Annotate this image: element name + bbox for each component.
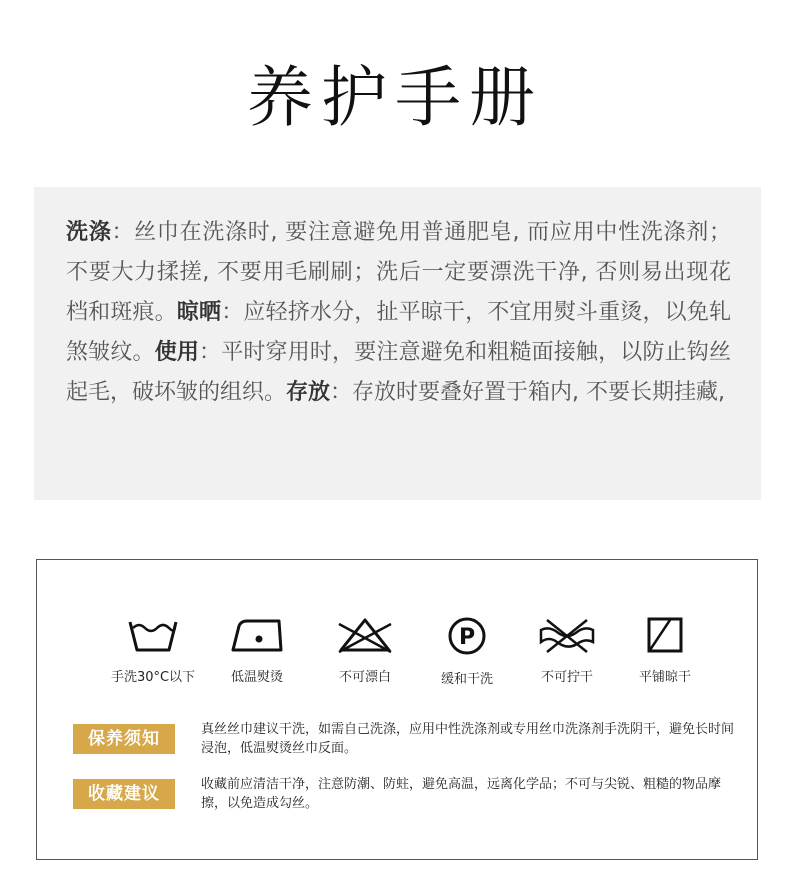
symbol-label: 平铺晾干 <box>638 670 691 685</box>
care-symbols-row <box>37 616 757 696</box>
page-title: 养护手册 <box>247 59 543 136</box>
iron-low-icon <box>229 616 285 654</box>
symbol-iron-low <box>207 616 307 685</box>
svg-text:P: P <box>458 625 476 650</box>
use-label: 使用 <box>154 340 200 365</box>
care-symbols-panel <box>36 559 758 860</box>
symbol-no-bleach <box>315 616 415 685</box>
symbol-label: 缓和干洗 <box>440 672 493 687</box>
dry-text: ：应轻挤水分，扯平晾干，不宜用熨斗重烫，以免轧煞皱纹。 <box>66 300 731 365</box>
wash-text: ：丝巾在洗涤时, 要注意避免用普通肥皂, 而应用中性洗涤剂；不要大力揉搓, 不要用毛刷刷；洗后一定要漂洗干净, 否则易出现花档和斑痕。 <box>66 220 731 325</box>
no-wring-icon <box>537 616 597 654</box>
symbol-no-wring <box>517 616 617 685</box>
note-tag: 保养须知 <box>73 724 175 754</box>
symbol-hand-wash <box>103 616 203 685</box>
symbol-flat-dry <box>615 616 715 685</box>
care-instructions-box <box>34 187 761 500</box>
symbol-label: 不可漂白 <box>338 670 391 685</box>
note-text: 收藏前应清洁干净，注意防潮、防蛀，避免高温，远离化学品；不可与尖锐、粗糙的物品摩擦，以免造成勾丝。 <box>201 777 722 811</box>
symbol-dry-clean <box>417 616 517 687</box>
store-text: ：存放时要叠好置于箱内, 不要长期挂藏, <box>330 380 726 405</box>
dry-label: 晾晒 <box>176 300 222 325</box>
flat-dry-icon <box>646 616 684 654</box>
hand-wash-icon <box>127 616 179 654</box>
use-text: ：平时穿用时，要注意避免和粗糙面接触，以防止钩丝起毛，破坏皱的组织。 <box>66 340 731 405</box>
note-tag: 收藏建议 <box>73 779 175 809</box>
note-text: 真丝丝巾建议干洗，如需自己洗涤，应用中性洗涤剂或专用丝巾洗涤剂手洗阴干，避免长时间浸泡，低温熨烫丝巾反面。 <box>201 722 735 756</box>
care-instructions-text <box>66 213 731 413</box>
wash-label: 洗涤 <box>66 220 112 245</box>
store-label: 存放 <box>286 380 331 405</box>
symbol-label: 低温熨烫 <box>230 670 283 685</box>
no-bleach-icon <box>335 616 395 654</box>
symbol-label: 手洗30°C以下 <box>110 670 196 685</box>
symbol-label: 不可拧干 <box>540 670 593 685</box>
dry-clean-p-icon <box>447 616 487 656</box>
